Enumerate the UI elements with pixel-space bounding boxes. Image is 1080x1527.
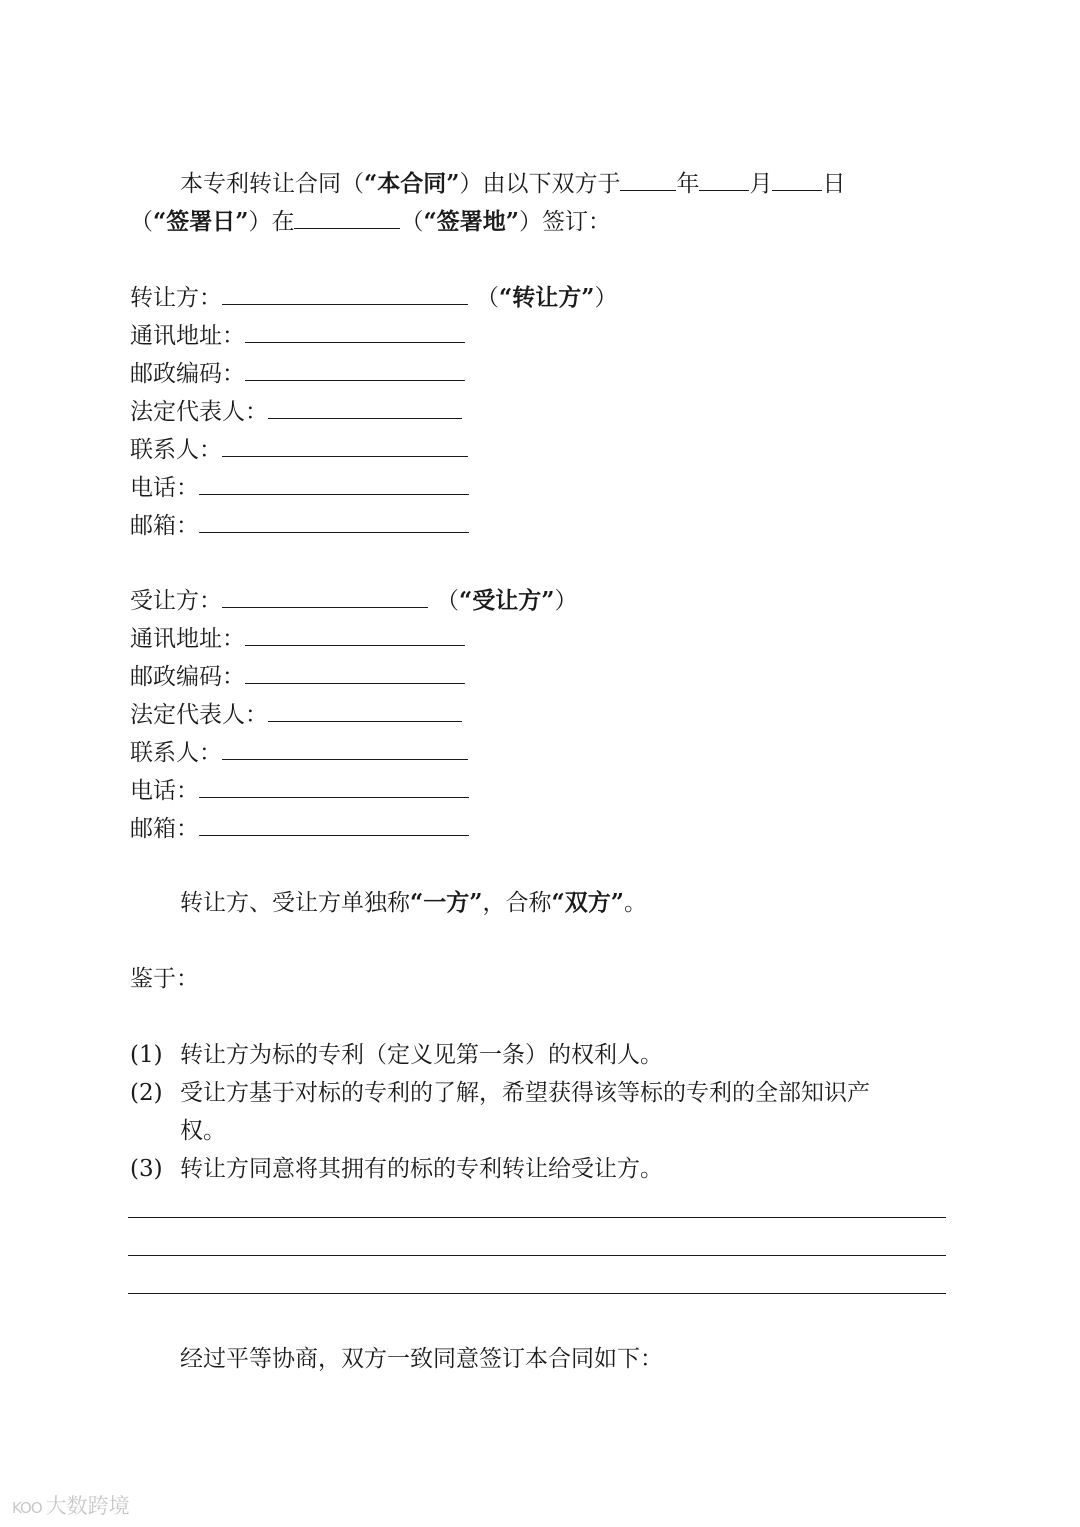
whereas-text: 转让方为标的专利（定义见第一条）的权利人。 (180, 1042, 663, 1068)
transferee-address-field[interactable] (245, 623, 465, 646)
whereas-text: 受让方基于对标的专利的了解，希望获得该等标的专利的全部知识产 (180, 1080, 870, 1106)
transferor-postcode-label: 邮政编码： (130, 361, 245, 387)
parties-term: “双方” (551, 889, 624, 916)
collective-mid: ，合称 (482, 890, 552, 916)
whereas-num: (2) (130, 1080, 163, 1106)
transferor-postcode-row (130, 358, 465, 389)
intro-line-1 (180, 168, 845, 199)
transferee-legal-rep-row (130, 699, 462, 730)
additional-recital-line[interactable] (128, 1255, 946, 1256)
transferor-email-label: 邮箱： (130, 513, 199, 539)
year-blank[interactable] (620, 168, 676, 191)
transferor-name-field[interactable] (222, 282, 468, 305)
transferee-contact-row (130, 737, 468, 768)
party-term: “一方” (410, 889, 483, 916)
transferee-address-row (130, 623, 465, 654)
whereas-item (130, 1154, 663, 1184)
additional-recital-line[interactable] (128, 1217, 946, 1218)
transferor-phone-row (130, 472, 469, 503)
paren-close: ） (594, 285, 618, 311)
paren-open: （ (476, 285, 499, 311)
additional-recital-line[interactable] (128, 1293, 946, 1294)
whereas-text-continued: 权。 (180, 1118, 226, 1144)
transferor-name-label: 转让方： (130, 285, 222, 311)
intro-end: ）签订： (518, 209, 611, 235)
transferor-contact-label: 联系人： (130, 437, 222, 463)
transferee-name-label: 受让方： (130, 588, 222, 614)
intro-contract-term: “本合同” (364, 170, 460, 197)
collective-prefix: 转让方、受让方单独称 (180, 890, 410, 916)
transferee-postcode-row (130, 661, 465, 692)
transferor-phone-label: 电话： (130, 475, 199, 501)
day-blank[interactable] (772, 168, 822, 191)
transferee-phone-field[interactable] (199, 775, 469, 798)
transferor-legal-rep-row (130, 396, 462, 427)
transferor-phone-field[interactable] (199, 472, 469, 495)
transferee-postcode-field[interactable] (245, 661, 465, 684)
transferee-email-row (130, 813, 469, 844)
transferee-legal-rep-field[interactable] (268, 699, 462, 722)
transferor-term: “转让方” (499, 284, 595, 311)
intro-prefix: 本专利转让合同（ (180, 171, 364, 197)
signing-date-term: “签署日” (153, 208, 249, 235)
paren-open: （ (436, 588, 459, 614)
whereas-text: 转让方同意将其拥有的标的专利转让给受让方。 (180, 1156, 663, 1182)
transferee-email-label: 邮箱： (130, 816, 199, 842)
whereas-item (130, 1040, 663, 1070)
collective-end: 。 (623, 890, 647, 916)
paren-open: （ (130, 209, 153, 235)
transferee-phone-label: 电话： (130, 778, 199, 804)
signing-place-blank[interactable] (294, 206, 400, 229)
transferor-contact-field[interactable] (222, 434, 468, 457)
watermark-text: 大数跨境 (45, 1494, 130, 1518)
watermark-logo-icon: KOO (12, 1499, 42, 1517)
transferor-address-field[interactable] (245, 320, 465, 343)
transferor-address-row (130, 320, 465, 351)
day-label: 日 (822, 171, 846, 197)
transferee-email-field[interactable] (199, 813, 469, 836)
transferee-name-field[interactable] (222, 585, 428, 608)
whereas-title: 鉴于： (130, 966, 199, 992)
month-label: 月 (749, 171, 773, 197)
transferor-email-row (130, 510, 469, 541)
transferee-address-label: 通讯地址： (130, 626, 245, 652)
transferor-name-row (130, 282, 617, 313)
signing-place-term: “签署地” (423, 208, 519, 235)
transferee-legal-rep-label: 法定代表人： (130, 702, 268, 728)
transferee-postcode-label: 邮政编码： (130, 664, 245, 690)
month-blank[interactable] (699, 168, 749, 191)
year-label: 年 (676, 171, 700, 197)
transferee-contact-label: 联系人： (130, 740, 222, 766)
whereas-num: (3) (130, 1156, 163, 1182)
transferee-phone-row (130, 775, 469, 806)
transferor-contact-row (130, 434, 468, 465)
transferor-legal-rep-field[interactable] (268, 396, 462, 419)
collective-naming (180, 888, 647, 918)
paren-close: ） (554, 588, 578, 614)
transferee-contact-field[interactable] (222, 737, 468, 760)
paren-open-2: （ (400, 209, 424, 235)
transferor-address-label: 通讯地址： (130, 323, 245, 349)
whereas-item (130, 1078, 870, 1108)
whereas-num: (1) (130, 1042, 163, 1068)
transferor-postcode-field[interactable] (245, 358, 465, 381)
intro-line-2 (130, 206, 611, 237)
transferor-email-field[interactable] (199, 510, 469, 533)
intro-at: ）在 (248, 209, 295, 235)
transferor-legal-rep-label: 法定代表人： (130, 399, 268, 425)
transferee-term: “受让方” (459, 587, 555, 614)
watermark (12, 1490, 130, 1520)
closing-statement: 经过平等协商，双方一致同意签订本合同如下： (180, 1346, 663, 1372)
intro-mid: ）由以下双方于 (459, 171, 621, 197)
transferee-name-row (130, 585, 577, 616)
